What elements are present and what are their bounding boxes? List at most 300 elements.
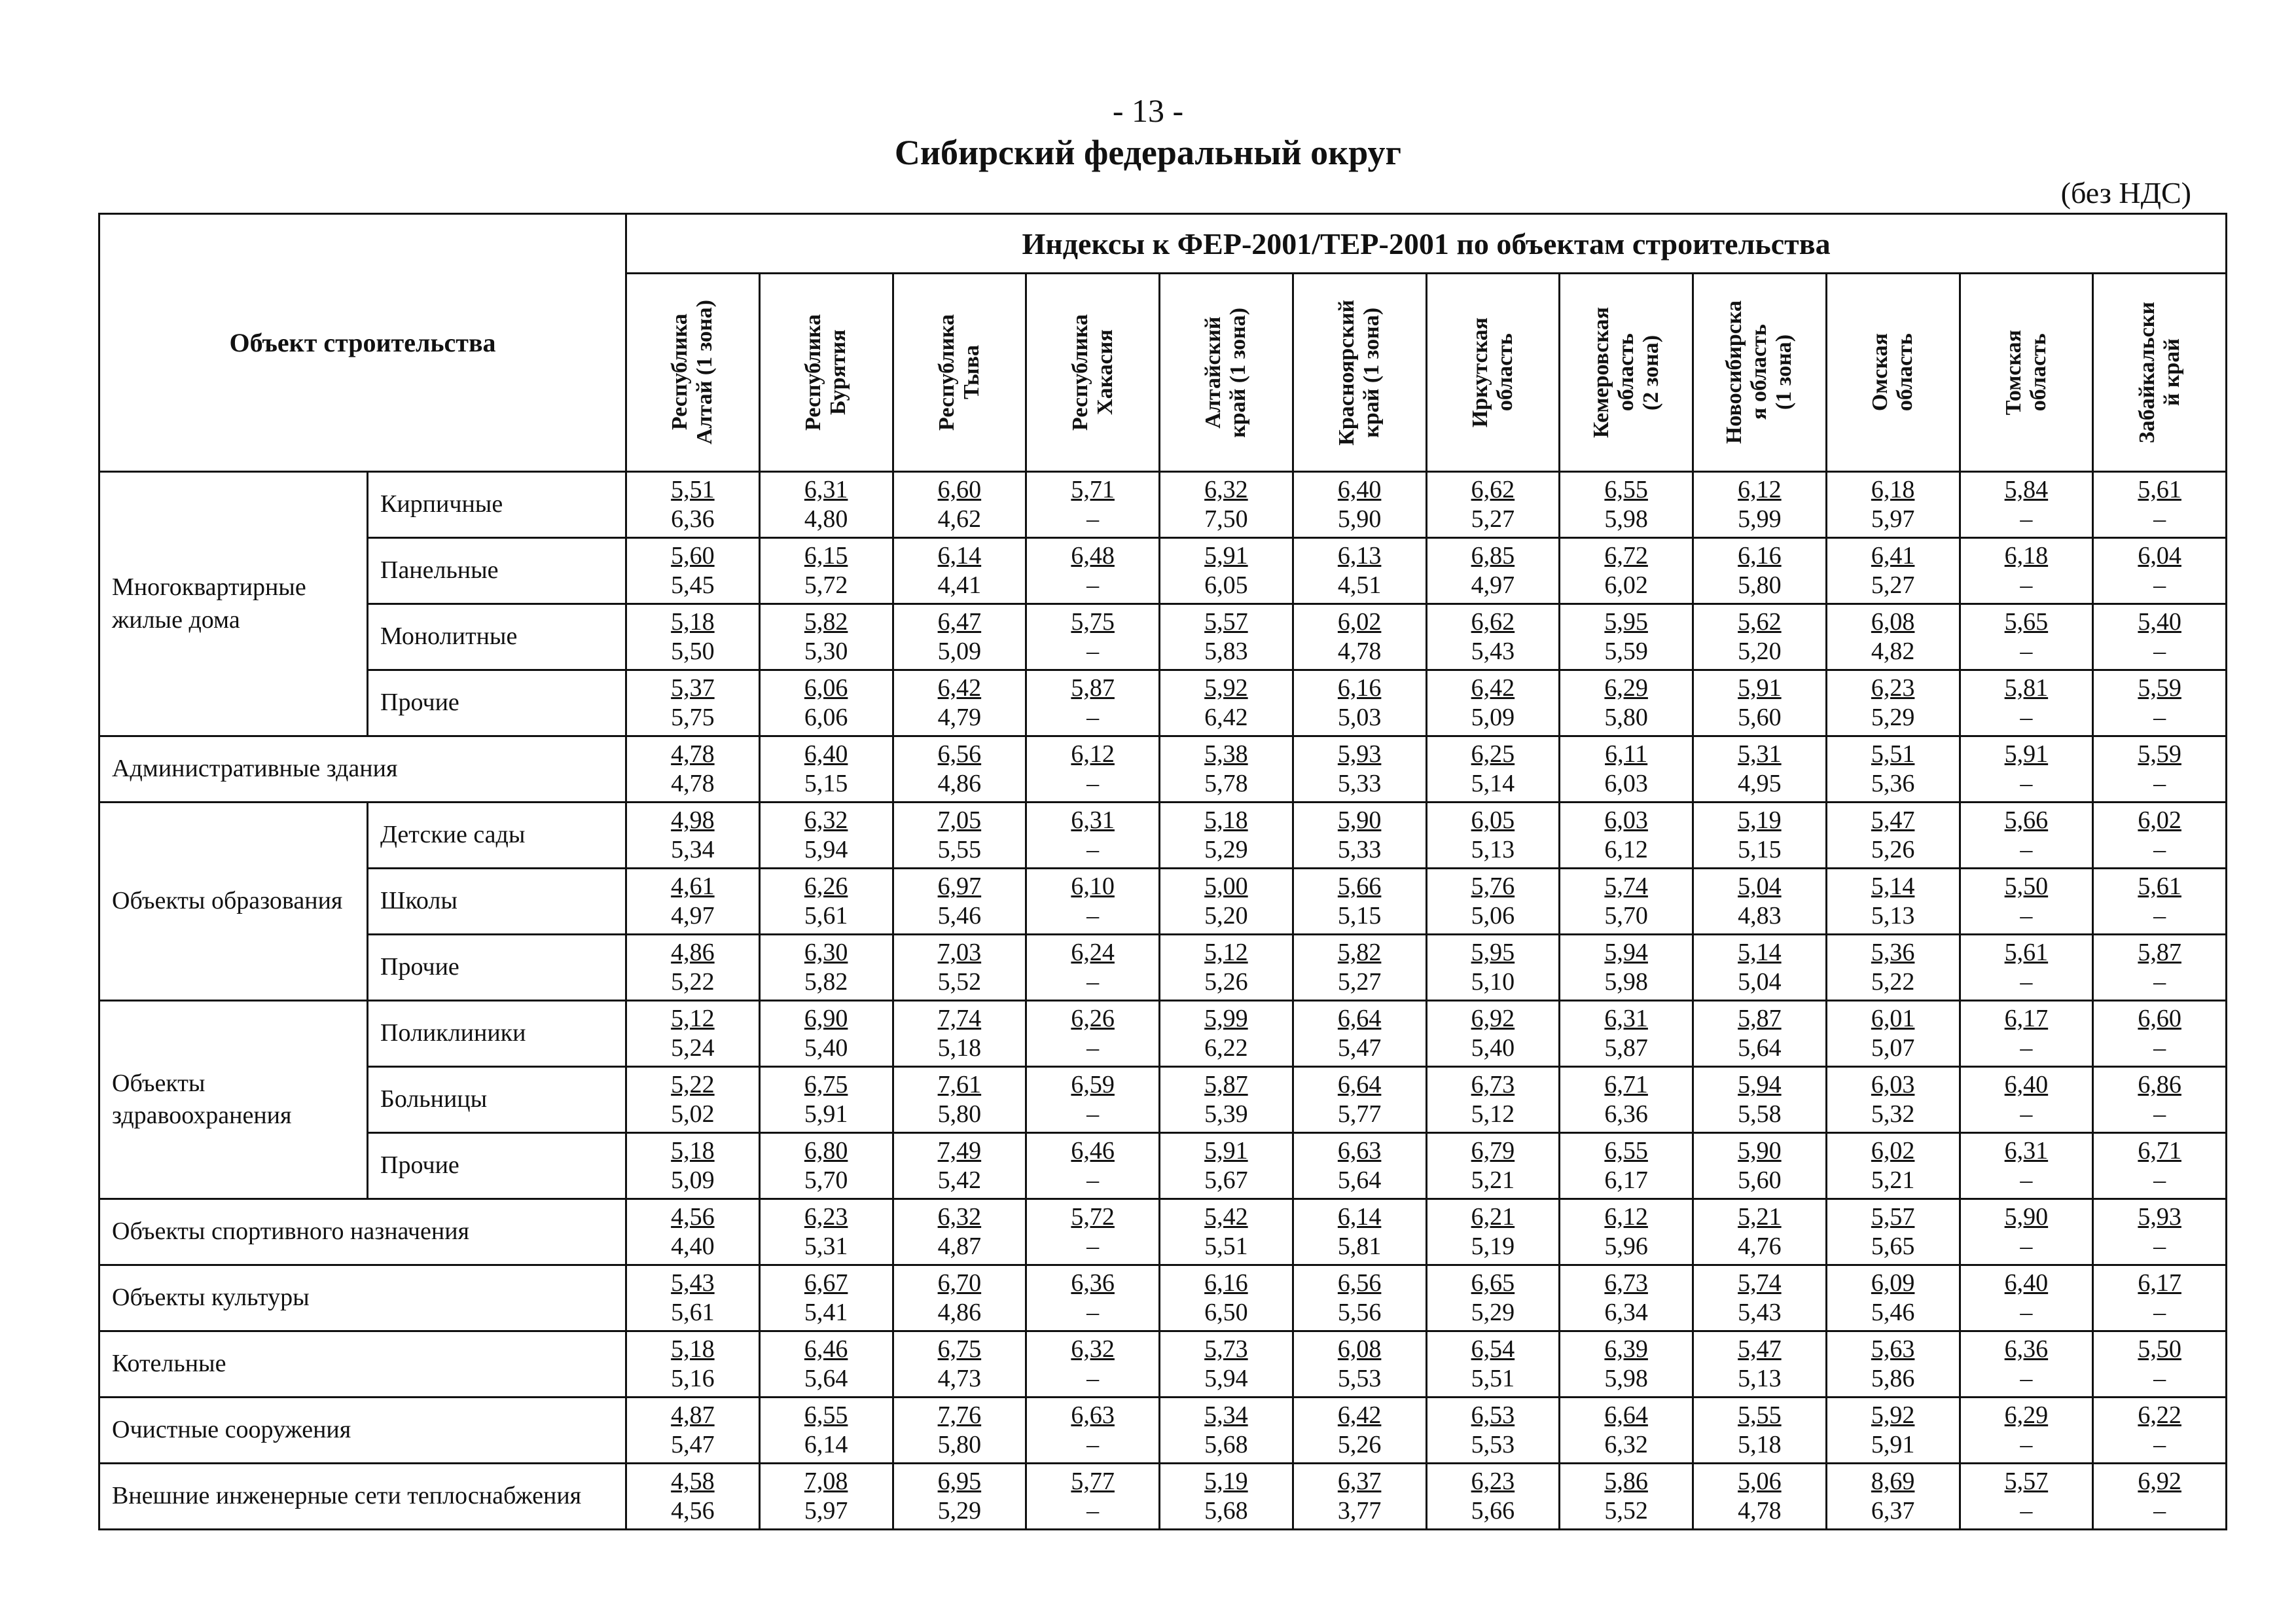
- index-value-top: 6,40: [1337, 476, 1382, 504]
- index-cell: [2093, 869, 2227, 935]
- index-value-top: 6,02: [1871, 1137, 1915, 1165]
- index-value-top: 6,09: [1871, 1269, 1915, 1297]
- index-cell: [1693, 1464, 1827, 1530]
- subgroup-label: Монолитные: [368, 604, 626, 670]
- index-cell: [759, 1398, 893, 1464]
- index-value-bottom: 5,20: [1204, 902, 1248, 929]
- index-cell: [1693, 869, 1827, 935]
- index-cell: [759, 1464, 893, 1530]
- index-cell: [1293, 1199, 1426, 1265]
- index-value-bottom: 6,02: [1604, 571, 1648, 599]
- index-cell: [1160, 670, 1293, 736]
- index-value-top: 5,95: [1604, 608, 1648, 636]
- index-value-bottom: 5,19: [1471, 1233, 1515, 1260]
- index-cell: [1560, 1199, 1693, 1265]
- index-cell: [1293, 869, 1426, 935]
- index-value-top: 5,61: [2004, 939, 2049, 967]
- index-value-top: 6,37: [1337, 1468, 1382, 1496]
- index-cell: [1693, 1265, 1827, 1331]
- table-row: [99, 604, 2227, 670]
- index-cell: [1960, 736, 2093, 803]
- index-value-top: 5,77: [1071, 1468, 1115, 1496]
- index-value-top: 6,13: [1337, 542, 1382, 570]
- index-cell: [626, 1265, 760, 1331]
- index-value-top: 5,61: [2138, 476, 2181, 504]
- index-cell: [1426, 604, 1560, 670]
- index-value-top: 6,32: [804, 806, 848, 835]
- index-value-top: 5,12: [1204, 939, 1248, 967]
- index-value-bottom: 4,78: [1337, 638, 1382, 665]
- index-cell: [893, 604, 1026, 670]
- index-value-bottom: 5,26: [1871, 836, 1915, 863]
- index-value-top: 6,55: [1604, 1137, 1648, 1165]
- index-value-bottom: 4,95: [1738, 770, 1782, 797]
- subgroup-label: Школы: [368, 869, 626, 935]
- index-value-bottom: 5,45: [671, 571, 715, 599]
- index-value-bottom: 5,90: [1337, 505, 1382, 533]
- index-value-top: 6,42: [937, 674, 982, 702]
- index-value-bottom: 5,80: [1738, 571, 1782, 599]
- index-value-top: 6,31: [1071, 806, 1115, 835]
- index-value-top: 6,46: [1071, 1137, 1115, 1165]
- index-cell: [759, 1199, 893, 1265]
- index-value-bottom: 5,47: [671, 1431, 715, 1458]
- index-value-bottom: –: [1086, 1365, 1100, 1392]
- index-value-top: 7,05: [937, 806, 982, 835]
- index-value-bottom: 5,87: [1604, 1034, 1648, 1062]
- index-value-bottom: 5,61: [671, 1299, 715, 1326]
- index-cell: [1160, 1133, 1293, 1199]
- index-value-bottom: 5,13: [1471, 836, 1515, 863]
- table-row: [99, 1001, 2227, 1067]
- index-value-top: 6,29: [1604, 674, 1648, 702]
- table-row: [99, 1331, 2227, 1398]
- index-cell: [1560, 472, 1693, 538]
- index-value-top: 5,14: [1738, 939, 1782, 967]
- index-value-bottom: 3,77: [1337, 1497, 1382, 1525]
- index-cell: [1426, 935, 1560, 1001]
- index-value-bottom: –: [2153, 1497, 2166, 1525]
- index-cell: [1560, 1133, 1693, 1199]
- index-cell: [1826, 1067, 1960, 1133]
- index-value-bottom: 6,12: [1604, 836, 1648, 863]
- table-row: [99, 1265, 2227, 1331]
- index-value-bottom: 5,55: [937, 836, 982, 863]
- index-value-bottom: 5,26: [1204, 968, 1248, 996]
- index-value-bottom: 5,75: [671, 704, 715, 731]
- index-cell: [1960, 1133, 2093, 1199]
- index-cell: [2093, 1133, 2227, 1199]
- index-value-bottom: –: [1086, 638, 1100, 665]
- index-cell: [1026, 1398, 1160, 1464]
- index-value-bottom: 5,18: [1738, 1431, 1782, 1458]
- index-cell: [1293, 538, 1426, 604]
- index-value-top: 6,46: [804, 1335, 848, 1363]
- index-cell: [1960, 1265, 2093, 1331]
- index-cell: [1960, 538, 2093, 604]
- index-value-bottom: 4,56: [671, 1497, 715, 1525]
- index-value-bottom: –: [2020, 704, 2033, 731]
- index-value-top: 6,79: [1471, 1137, 1515, 1165]
- index-value-top: 7,74: [937, 1005, 982, 1033]
- index-value-bottom: 5,13: [1738, 1365, 1782, 1392]
- index-cell: [759, 869, 893, 935]
- index-cell: [1693, 1067, 1827, 1133]
- index-value-bottom: 5,14: [1471, 770, 1515, 797]
- index-value-bottom: 5,52: [937, 968, 982, 996]
- index-value-top: 5,38: [1204, 740, 1248, 768]
- index-cell: [1293, 1464, 1426, 1530]
- index-value-top: 6,12: [1604, 1203, 1648, 1231]
- index-value-top: 5,94: [1738, 1071, 1782, 1099]
- index-value-bottom: 5,53: [1471, 1431, 1515, 1458]
- index-cell: [1293, 1331, 1426, 1398]
- group-label: Объекты спортивного назначения: [99, 1199, 626, 1265]
- index-cell: [1560, 803, 1693, 869]
- index-cell: [2093, 1067, 2227, 1133]
- index-cell: [1826, 604, 1960, 670]
- index-value-bottom: 5,56: [1337, 1299, 1382, 1326]
- index-value-top: 6,18: [1871, 476, 1915, 504]
- index-value-top: 5,66: [1337, 873, 1382, 901]
- index-cell: [1293, 1133, 1426, 1199]
- index-cell: [1293, 604, 1426, 670]
- index-value-top: 6,17: [2004, 1005, 2049, 1033]
- index-cell: [893, 1067, 1026, 1133]
- index-value-bottom: 5,16: [671, 1365, 715, 1392]
- index-value-top: 6,63: [1071, 1401, 1115, 1430]
- index-cell: [1293, 1265, 1426, 1331]
- index-value-bottom: –: [2153, 1299, 2166, 1326]
- index-value-top: 5,19: [1738, 806, 1782, 835]
- index-cell: [1426, 869, 1560, 935]
- index-value-top: 5,93: [2138, 1203, 2181, 1231]
- table-body: [99, 472, 2227, 1530]
- index-value-bottom: –: [1086, 1166, 1100, 1194]
- index-cell: [1426, 1199, 1560, 1265]
- region-label: Республика Тыва: [934, 314, 984, 431]
- index-value-top: 5,18: [671, 608, 715, 636]
- group-label: Внешние инженерные сети теплоснабжения: [99, 1464, 626, 1530]
- index-value-top: 6,26: [804, 873, 848, 901]
- index-value-bottom: 4,41: [937, 571, 982, 599]
- index-value-top: 5,36: [1871, 939, 1915, 967]
- index-value-bottom: 4,78: [671, 770, 715, 797]
- index-value-bottom: 5,81: [1337, 1233, 1382, 1260]
- index-cell: [1026, 1133, 1160, 1199]
- index-cell: [626, 604, 760, 670]
- index-value-bottom: 5,30: [804, 638, 848, 665]
- region-header-6: [1293, 274, 1426, 472]
- index-value-bottom: 5,66: [1471, 1497, 1515, 1525]
- index-value-top: 6,22: [2138, 1401, 2181, 1430]
- index-value-top: 5,94: [1604, 939, 1648, 967]
- index-value-top: 5,99: [1204, 1005, 1248, 1033]
- index-value-bottom: –: [1086, 505, 1100, 533]
- index-value-bottom: 5,40: [804, 1034, 848, 1062]
- index-cell: [1026, 1001, 1160, 1067]
- index-value-top: 6,64: [1337, 1071, 1382, 1099]
- region-header-3: [893, 274, 1026, 472]
- table-row: [99, 935, 2227, 1001]
- index-value-bottom: 5,02: [671, 1100, 715, 1128]
- index-cell: [1960, 1067, 2093, 1133]
- index-value-top: 6,40: [2004, 1071, 2049, 1099]
- region-header-9: [1693, 274, 1827, 472]
- index-value-top: 5,14: [1871, 873, 1915, 901]
- index-cell: [2093, 1398, 2227, 1464]
- index-value-bottom: 5,27: [1337, 968, 1382, 996]
- index-cell: [1693, 604, 1827, 670]
- index-cell: [626, 1067, 760, 1133]
- index-value-top: 5,91: [1738, 674, 1782, 702]
- index-cell: [759, 472, 893, 538]
- index-cell: [1826, 1331, 1960, 1398]
- index-cell: [1160, 869, 1293, 935]
- index-cell: [1426, 538, 1560, 604]
- index-value-bottom: 5,15: [804, 770, 848, 797]
- index-value-bottom: –: [1086, 968, 1100, 996]
- index-cell: [1426, 803, 1560, 869]
- index-value-top: 6,23: [804, 1203, 848, 1231]
- index-value-bottom: 4,73: [937, 1365, 982, 1392]
- index-value-top: 6,48: [1071, 542, 1115, 570]
- index-cell: [1560, 869, 1693, 935]
- index-value-bottom: 5,72: [804, 571, 848, 599]
- index-cell: [893, 935, 1026, 1001]
- index-value-top: 6,21: [1471, 1203, 1515, 1231]
- index-value-bottom: 5,21: [1471, 1166, 1515, 1194]
- index-cell: [1026, 1331, 1160, 1398]
- index-cell: [1160, 1265, 1293, 1331]
- table-row: [99, 1133, 2227, 1199]
- index-value-bottom: 5,09: [671, 1166, 715, 1194]
- index-value-bottom: –: [2153, 968, 2166, 996]
- index-value-bottom: 4,97: [671, 902, 715, 929]
- index-value-bottom: 4,82: [1871, 638, 1915, 665]
- subgroup-label: Детские сады: [368, 803, 626, 869]
- index-value-bottom: 5,12: [1471, 1100, 1515, 1128]
- index-value-bottom: 5,33: [1337, 770, 1382, 797]
- subgroup-label: Прочие: [368, 1133, 626, 1199]
- subgroup-label: Прочие: [368, 670, 626, 736]
- index-cell: [2093, 472, 2227, 538]
- index-cell: [2093, 1331, 2227, 1398]
- index-value-bottom: 5,40: [1471, 1034, 1515, 1062]
- index-value-top: 6,31: [804, 476, 848, 504]
- region-label: Республика Хакасия: [1067, 314, 1117, 431]
- index-value-bottom: –: [1086, 1233, 1100, 1260]
- index-value-bottom: 6,03: [1604, 770, 1648, 797]
- index-value-bottom: –: [1086, 836, 1100, 863]
- index-value-bottom: 5,59: [1604, 638, 1648, 665]
- index-value-bottom: 5,15: [1337, 902, 1382, 929]
- index-value-bottom: 4,40: [671, 1233, 715, 1260]
- index-value-top: 5,73: [1204, 1335, 1248, 1363]
- index-value-bottom: –: [1086, 571, 1100, 599]
- index-value-bottom: 5,98: [1604, 1365, 1648, 1392]
- index-cell: [626, 736, 760, 803]
- index-cell: [1160, 1001, 1293, 1067]
- index-value-top: 6,23: [1871, 674, 1915, 702]
- index-value-bottom: 5,31: [804, 1233, 848, 1260]
- index-value-top: 6,63: [1337, 1137, 1382, 1165]
- index-value-top: 7,61: [937, 1071, 982, 1099]
- index-cell: [1426, 1265, 1560, 1331]
- index-value-bottom: 5,22: [671, 968, 715, 996]
- index-value-top: 6,64: [1604, 1401, 1648, 1430]
- group-label: Котельные: [99, 1331, 626, 1398]
- index-value-bottom: 5,06: [1471, 902, 1515, 929]
- index-cell: [1560, 1398, 1693, 1464]
- region-label: Томская область: [2001, 329, 2051, 416]
- index-value-top: 4,98: [671, 806, 715, 835]
- index-value-bottom: –: [2153, 836, 2166, 863]
- index-value-top: 6,47: [937, 608, 982, 636]
- index-value-top: 6,72: [1604, 542, 1648, 570]
- index-cell: [759, 803, 893, 869]
- table-row: [99, 736, 2227, 803]
- index-value-top: 6,15: [804, 542, 848, 570]
- index-value-top: 6,16: [1337, 674, 1382, 702]
- index-value-bottom: 6,36: [671, 505, 715, 533]
- index-value-top: 5,95: [1471, 939, 1515, 967]
- table-row: [99, 1067, 2227, 1133]
- index-value-bottom: –: [2020, 1100, 2033, 1128]
- index-value-top: 6,40: [804, 740, 848, 768]
- index-cell: [1426, 1398, 1560, 1464]
- index-value-bottom: 5,27: [1871, 571, 1915, 599]
- index-cell: [1293, 472, 1426, 538]
- index-value-top: 5,51: [1871, 740, 1915, 768]
- index-cell: [1826, 1265, 1960, 1331]
- index-value-bottom: 4,97: [1471, 571, 1515, 599]
- index-value-top: 6,02: [2138, 806, 2181, 835]
- index-cell: [2093, 1464, 2227, 1530]
- index-cell: [1693, 1199, 1827, 1265]
- index-value-top: 4,87: [671, 1401, 715, 1430]
- index-value-bottom: 4,80: [804, 505, 848, 533]
- index-cell: [1826, 935, 1960, 1001]
- index-value-bottom: –: [2020, 1431, 2033, 1458]
- index-cell: [1026, 1464, 1160, 1530]
- index-value-top: 5,22: [671, 1071, 715, 1099]
- table-row: [99, 670, 2227, 736]
- index-value-top: 5,91: [1204, 1137, 1248, 1165]
- index-value-bottom: –: [2020, 1299, 2033, 1326]
- index-value-bottom: 6,14: [804, 1431, 848, 1458]
- region-header-11: [1960, 274, 2093, 472]
- index-value-top: 6,40: [2004, 1269, 2049, 1297]
- index-value-top: 6,71: [2138, 1137, 2181, 1165]
- page-title: Сибирский федеральный округ: [894, 133, 1402, 172]
- index-value-top: 5,87: [1071, 674, 1115, 702]
- index-cell: [1960, 803, 2093, 869]
- index-cell: [1026, 472, 1160, 538]
- index-cell: [1560, 1331, 1693, 1398]
- index-value-bottom: –: [2020, 1034, 2033, 1062]
- region-header-10: [1826, 274, 1960, 472]
- index-value-top: 5,74: [1604, 873, 1648, 901]
- index-cell: [893, 803, 1026, 869]
- index-value-top: 6,95: [937, 1468, 982, 1496]
- index-cell: [893, 736, 1026, 803]
- index-value-bottom: 5,51: [1471, 1365, 1515, 1392]
- index-value-bottom: –: [2153, 704, 2166, 731]
- index-value-bottom: 5,80: [1604, 704, 1648, 731]
- index-value-top: 6,92: [1471, 1005, 1515, 1033]
- index-cell: [1826, 1398, 1960, 1464]
- index-cell: [1826, 1001, 1960, 1067]
- index-value-bottom: 5,96: [1604, 1233, 1648, 1260]
- index-cell: [1160, 1331, 1293, 1398]
- index-value-top: 5,72: [1071, 1203, 1115, 1231]
- index-cell: [2093, 935, 2227, 1001]
- index-cell: [1026, 935, 1160, 1001]
- index-value-bottom: 5,47: [1337, 1034, 1382, 1062]
- index-value-top: 6,90: [804, 1005, 848, 1033]
- index-value-bottom: –: [2020, 505, 2033, 533]
- index-cell: [2093, 670, 2227, 736]
- index-cell: [1560, 736, 1693, 803]
- index-value-bottom: –: [1086, 1431, 1100, 1458]
- index-value-top: 6,12: [1071, 740, 1115, 768]
- index-value-bottom: 5,80: [937, 1431, 982, 1458]
- index-value-bottom: –: [2153, 1431, 2166, 1458]
- index-value-top: 6,67: [804, 1269, 848, 1297]
- index-cell: [1693, 935, 1827, 1001]
- index-value-top: 6,42: [1337, 1401, 1382, 1430]
- index-value-top: 5,87: [1738, 1005, 1782, 1033]
- index-value-top: 5,66: [2004, 806, 2049, 835]
- index-value-top: 6,60: [937, 476, 982, 504]
- index-cell: [759, 1265, 893, 1331]
- index-value-bottom: 4,51: [1337, 571, 1382, 599]
- index-cell: [1960, 472, 2093, 538]
- index-value-bottom: 5,43: [1738, 1299, 1782, 1326]
- index-value-top: 6,06: [804, 674, 848, 702]
- index-cell: [1426, 1001, 1560, 1067]
- table-row: [99, 869, 2227, 935]
- index-value-bottom: 5,80: [937, 1100, 982, 1128]
- index-value-bottom: 5,91: [804, 1100, 848, 1128]
- index-value-top: 6,08: [1871, 608, 1915, 636]
- index-cell: [1826, 1464, 1960, 1530]
- index-value-bottom: 5,43: [1471, 638, 1515, 665]
- index-value-top: 6,29: [2004, 1401, 2049, 1430]
- index-value-top: 6,02: [1337, 608, 1382, 636]
- subgroup-label: Кирпичные: [368, 472, 626, 538]
- index-value-bottom: 5,18: [937, 1034, 982, 1062]
- index-value-top: 5,34: [1204, 1401, 1248, 1430]
- index-cell: [1026, 869, 1160, 935]
- index-value-top: 5,31: [1738, 740, 1782, 768]
- index-value-bottom: 5,64: [1337, 1166, 1382, 1194]
- index-value-bottom: 6,34: [1604, 1299, 1648, 1326]
- index-value-bottom: –: [2020, 638, 2033, 665]
- index-cell: [1560, 1001, 1693, 1067]
- index-value-top: 6,24: [1071, 939, 1115, 967]
- index-value-bottom: –: [2020, 902, 2033, 929]
- index-cell: [1160, 1464, 1293, 1530]
- index-cell: [1826, 736, 1960, 803]
- region-label: Красноярский край (1 зона): [1335, 299, 1384, 446]
- index-value-bottom: 5,78: [1204, 770, 1248, 797]
- index-value-bottom: –: [2020, 571, 2033, 599]
- index-value-top: 8,69: [1871, 1468, 1915, 1496]
- index-value-bottom: 5,29: [1471, 1299, 1515, 1326]
- index-cell: [1426, 1331, 1560, 1398]
